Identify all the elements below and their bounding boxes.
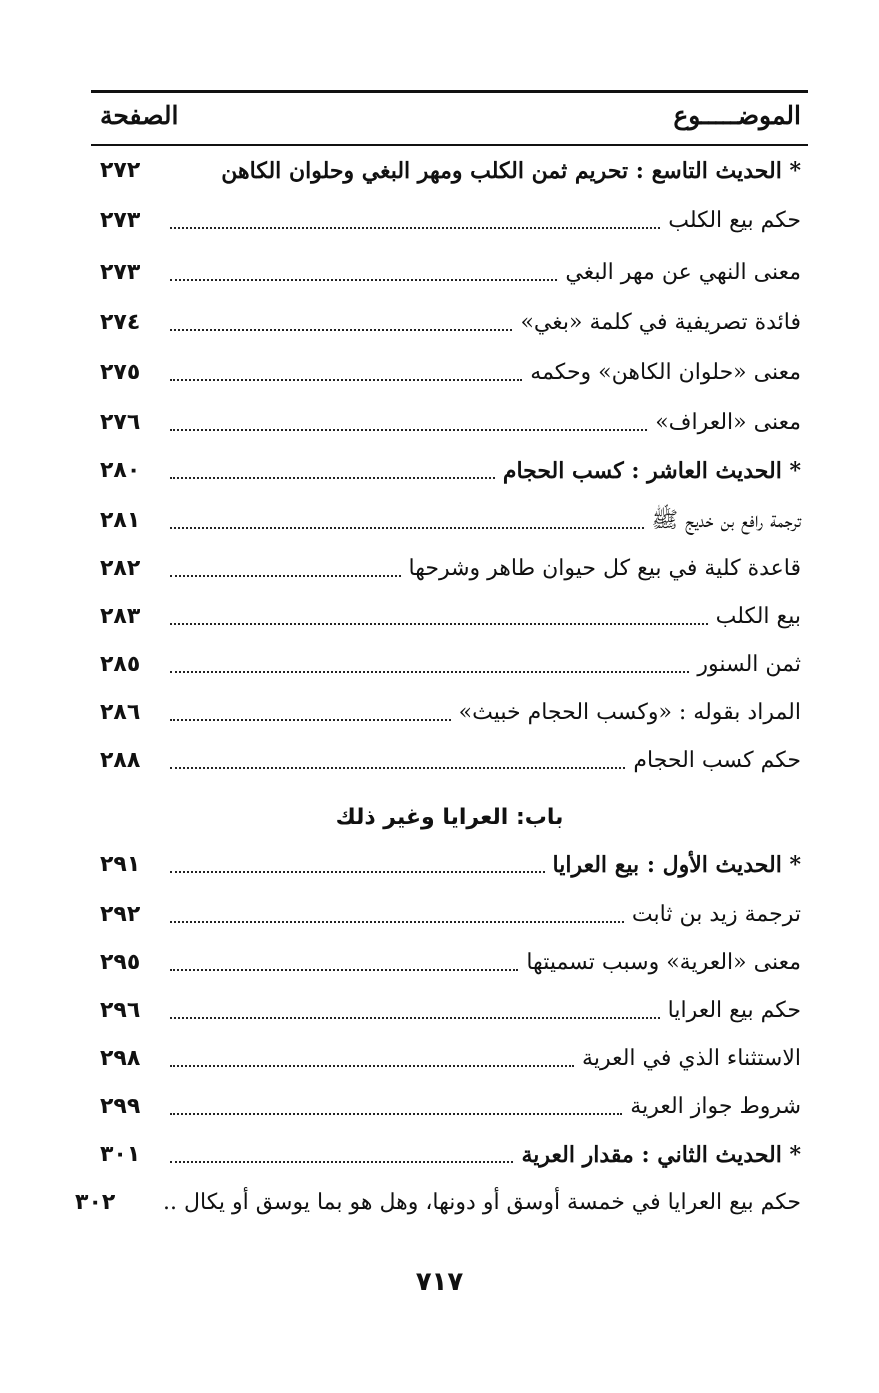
toc-entry[interactable]	[100, 1084, 801, 1124]
entry-page: ٢٨٠	[100, 458, 141, 483]
entry-page: ٢٧٢	[100, 158, 141, 183]
dot-leader	[170, 969, 518, 971]
toc-entry[interactable]	[100, 148, 801, 188]
topic-column-header: الموضـــــوع	[673, 101, 801, 130]
entry-title: ثمن السنور	[697, 652, 801, 677]
page-number: ٧١٧	[415, 1267, 464, 1297]
entry-page: ٣٠١	[100, 1142, 141, 1167]
entry-page: ٢٨٨	[100, 748, 141, 773]
entry-title: معنى «حلوان الكاهن» وحكمه	[530, 360, 801, 385]
dot-leader	[170, 279, 557, 281]
entry-page: ٣٠٢	[75, 1190, 116, 1215]
entry-title: * الحديث الثاني : مقدار العرية	[521, 1142, 801, 1168]
entry-title: ترجمة رافع بن خديج ﷺ	[651, 508, 801, 533]
dot-leader	[170, 329, 512, 331]
dot-leader	[170, 527, 644, 529]
entry-page: ٢٩٩	[100, 1094, 141, 1119]
entry-title: * الحديث التاسع : تحريم ثمن الكلب ومهر البغي وحلوان الكاهن	[221, 158, 801, 184]
toc-entry[interactable]	[100, 1036, 801, 1076]
toc-entry[interactable]	[100, 546, 801, 586]
entry-page: ٢٧٣	[100, 208, 141, 233]
entry-page: ٢٧٤	[100, 310, 141, 335]
dot-leader	[170, 1065, 574, 1067]
dot-leader	[170, 1161, 513, 1163]
entry-page: ٢٨٣	[100, 604, 141, 629]
dot-leader	[170, 921, 624, 923]
entry-title: شروط جواز العرية	[630, 1094, 801, 1119]
dot-leader	[170, 671, 689, 673]
entry-page: ٢٩١	[100, 852, 141, 877]
toc-entry[interactable]	[75, 1180, 801, 1220]
dot-leader	[170, 623, 708, 625]
entry-title: * الحديث الأول : بيع العرايا	[552, 852, 801, 878]
entry-page: ٢٨١	[100, 508, 141, 533]
toc-entry[interactable]	[100, 690, 801, 730]
header-rule	[91, 144, 808, 146]
dot-leader	[170, 379, 522, 381]
toc-entry[interactable]	[100, 498, 801, 538]
entry-page: ٢٧٥	[100, 360, 141, 385]
entry-page: ٢٧٣	[100, 260, 141, 285]
entry-page: ٢٩٦	[100, 998, 141, 1023]
dot-leader	[170, 477, 495, 479]
dot-leader	[170, 719, 451, 721]
entry-page: ٢٨٢	[100, 556, 141, 581]
dot-leader	[170, 871, 545, 873]
entry-title: حكم بيع العرايا	[667, 998, 801, 1023]
entry-page: ٢٨٥	[100, 652, 141, 677]
toc-entry[interactable]	[100, 448, 801, 488]
entry-title: قاعدة كلية في بيع كل حيوان طاهر وشرحها	[408, 556, 801, 581]
entry-title: حكم بيع العرايا في خمسة أوسق أو دونها، وهل هو بما يوسق أو يكال ..	[163, 1190, 801, 1215]
entry-title: المراد بقوله : «وكسب الحجام خبيث»	[458, 700, 801, 725]
toc-entry[interactable]	[100, 988, 801, 1028]
section-heading: باب: العرايا وغير ذلك	[335, 805, 564, 830]
entry-page: ٢٨٦	[100, 700, 141, 725]
entry-page: ٢٩٥	[100, 950, 141, 975]
entry-title: معنى النهي عن مهر البغي	[565, 260, 801, 285]
toc-entry[interactable]	[100, 940, 801, 980]
entry-title: * الحديث العاشر : كسب الحجام	[502, 458, 801, 484]
entry-page: ٢٧٦	[100, 410, 141, 435]
toc-entry[interactable]	[100, 198, 801, 238]
entry-title: حكم كسب الحجام	[633, 748, 801, 773]
toc-entry[interactable]	[100, 594, 801, 634]
entry-title: الاستثناء الذي في العرية	[582, 1046, 801, 1071]
entry-page: ٢٩٢	[100, 902, 141, 927]
toc-entry[interactable]	[100, 1132, 801, 1172]
entry-title: بيع الكلب	[715, 604, 801, 629]
toc-entry[interactable]	[100, 350, 801, 390]
entry-page: ٢٩٨	[100, 1046, 141, 1071]
toc-entry[interactable]	[100, 250, 801, 290]
toc-entry[interactable]	[100, 892, 801, 932]
dot-leader	[170, 227, 660, 229]
entry-title: معنى «العراف»	[655, 410, 801, 435]
entry-title: حكم بيع الكلب	[668, 208, 801, 233]
page-column-header: الصفحة	[100, 101, 179, 130]
dot-leader	[170, 429, 647, 431]
toc-entry[interactable]	[100, 300, 801, 340]
dot-leader	[170, 575, 401, 577]
toc-entry[interactable]	[100, 738, 801, 778]
entry-title: معنى «العرية» وسبب تسميتها	[526, 950, 801, 975]
toc-entry[interactable]	[100, 842, 801, 882]
top-rule	[91, 90, 808, 93]
entry-title: ترجمة زيد بن ثابت	[631, 902, 801, 927]
dot-leader	[170, 767, 625, 769]
toc-entry[interactable]	[100, 642, 801, 682]
toc-entry[interactable]	[100, 400, 801, 440]
entry-title: فائدة تصريفية في كلمة «بغي»	[520, 310, 801, 335]
dot-leader	[170, 1113, 622, 1115]
dot-leader	[170, 1017, 660, 1019]
